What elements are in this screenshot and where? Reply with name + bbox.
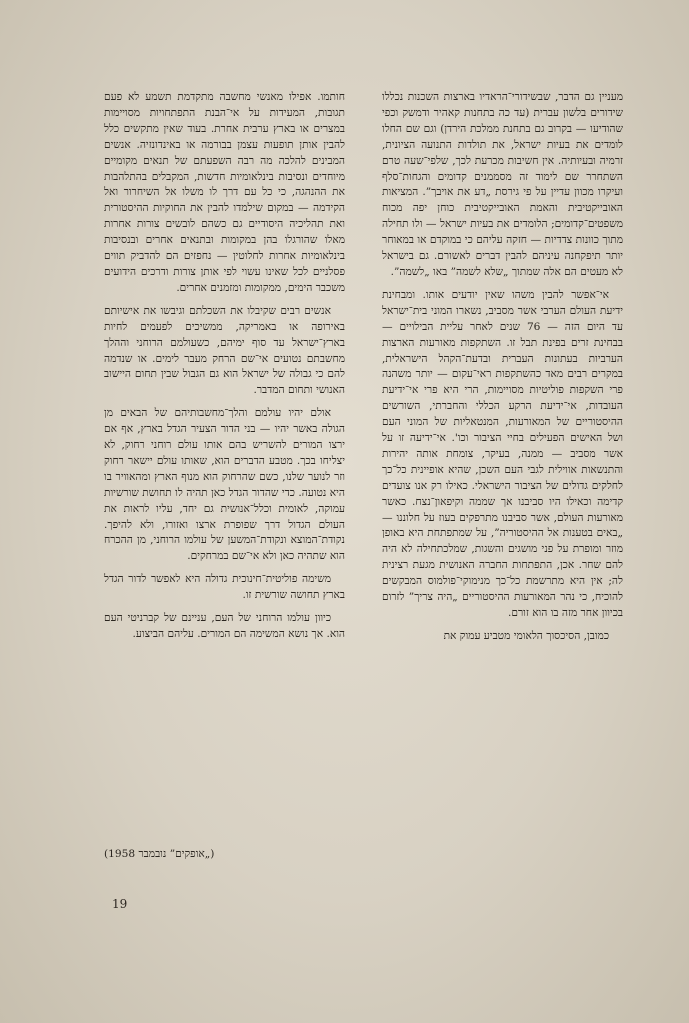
paragraph: כמובן, הסיכסוך הלאומי מטביע עמוק את	[443, 629, 609, 642]
paragraph: אי־אפשר להבין משהו שאין יודעים אותו. ומבחינת ידיעת העולם הערבי אשר מסביב, נשארו המוני בית־ישראל עד היום הזה — 76 שנים לאחר עליית הבילויים — בבחינת זרים בפינת תבל זו. השתקפות מאורעות הארצות הערביות בעתונות העברית ובדעת־הקהל הישראלית, במקרים רבים מאד כהשתקפות ראי־עקום — יותר משהנה פרי השקפות פוליטיות מסויימות, הרי היא פרי אי־ידיעת העובדות, אי־ידיעת הרקע הכללי והחברתי, השורשים ההיסטוריים של המאורעות, המנטאליות של המוני העם ושל האישים הפעילים בחיי הציבור וכו'. אי־ידיעה זו על אשר מסביב — ממנה, בעיקר, צומחת אותה יהירות והתנשאות אווילית לגבי העם השכן, שהיא אופיינית כל־כך לחלקים גדולים של הציבור הישראלי. כאילו רק אנו צועדים קדימה וכאילו היו סביבנו אך שממה וקיפאון־נצח. כאשר מאורעות העולם, אשר סביבנו מתרפקים בעוז על חלוננו — „באים בטענות אל ההיסטוריה”, על שמתפתחת היא באופן מוזר ומופרת על פני מושגים והשגות, שמלכתחילה לא היה להם שחר. אכן, התפתחות החברה האנושית מגעת רצינית לה; אין היא מתרשמת כל־כך מנימוקי־פולמוס המבקשים להוכיח, כי נהר המאורעות ההיסטוריים „היה צריך” לזרום בכיוון אחר מזה בו הוא זורם.	[382, 288, 623, 619]
paragraph: כיוון עולמו הרוחני של העם, עניינם של קברניטי העם הוא. אך נושא המשימה הם המורים. עליהם הביצוע.	[104, 612, 345, 640]
paragraph: מעניין גם הדבר, שבשידורי־הראדיו בארצות השכנות נכללו שידורים בלשון עברית (עד כה בתחנות קאהיר ודמשק וכפי שהודיעו — בקרוב גם בתחנת ממלכת הירדן) וגם שם החלו לומדים את בעיות ישראל, את תולדות התנועה הציונית, זרמיה ובעיותיה. אין חשיבות מכרעת לכך, שלפי־שעה טרם השתחרר שם לימוד זה מסממנים קדומים והגחות־סלף ועיקרו מכוון עדיין על פי גירסת „דע את אויבך”. המציאות האובייקטיבית והאמת האובייקטיבית כוחן יפה מכוח משפטים־קדומים; הלומדים את בעיות ישראל — ולו תחילה מתוך כוונות צדדיות — חזקה עליהם כי במוקדם או במאוחר יותר תיפקחנה עיניהם להבין דברים לאשורם. גם בישראל לא מעטים הם אלה שמתוך „שלא לשמה” באו „לשמה”.	[382, 91, 623, 278]
paragraph: משימה פוליטית־חינוכית גדולה היא לאפשר לדור הגדל בארץ תחושה שורשית זו.	[104, 573, 345, 602]
page-number: 19	[112, 897, 128, 911]
paragraph: אנשים רבים שקיבלו את השכלתם וגיבשו את אישיותם באירופה או באמריקה, ממשיכים לפעמים לחיות בארץ־ישראל עד סוף ימיהם, כשעולמם הרוחני וההלך מחשבתם נטועים אי־שם הרחק מעבר לימים. או שנדמה להם כי גבולה של ישראל הוא גם הגבול שבין תחום היישוב האנושי ותחום המדבר.	[104, 304, 345, 397]
left-text-column	[104, 90, 345, 890]
paragraph: חותמו. אפילו מאנשי מחשבה מתקדמת תשמע לא פעם תגובות, המעידות על אי־הבנת התפתחויות מסויימות במצרים או בארץ ערבית אחרת. בעוד שאין מתקשים כלל להבין אותן תופעות עצמן בבורמה או באינדונזיה. אנשים המבינים להלכה מה רבה השפעתם של תנאים מקומיים מיוחדים ונסיבות בינלאומיות חדשות, המקבלים בהתלהבות את ההנהגה, כי כל עם דרך לו משלו אל השיחרור ואל הקידמה — במקום שילמדו להבין את החוקיות ההיסטורית ואת תהליכיה היסודיים גם כשהם לובשים צורות אחרות מאלו שהורגלו בהן במקומות ובתנאים אחרים ובנסיבות בינלאומיות אחרות לחלוטין — נחפזים הם להדביק תווים פסלניים לכל שאינו עשוי לפי אותן צורות ודרכים הידועים משכבר הימים, ממקומות ומזמנים אחרים.	[104, 91, 345, 294]
paragraph: אולם יהיו עולמם והלך־מחשבותיהם של הבאים מן הגולה באשר יהיו — בני הדור הצעיר הגדל בארץ, אף אם ירצו המורים להשריש בהם אותו עולם רוחני רחוק, לא יצליחו בכך. מטבע הדברים הוא, שאותו עולם יישאר רחוק וזר לנוער שלנו, כשם שהרחוק הוא מנוף הארץ ומהאוויר בו היא נטועה. כדי שהדור הגדל כאן תהיה לו תחושת שורשיות עמוקה, לאומית וכלל־אנושית גם יחד, עליו לראות את העולם הגדול דרך שפופרת ארצו ואזורו, ולא להיפך. נקודת־המוצא ונקודת־המשען של עולמו הרוחני, מן ההכרח הוא שתהיה כאן ולא אי־שם במרחקים.	[104, 407, 345, 563]
right-text-column	[382, 90, 623, 922]
source-citation: („אופקים” נובמבר 1958)	[104, 848, 215, 860]
